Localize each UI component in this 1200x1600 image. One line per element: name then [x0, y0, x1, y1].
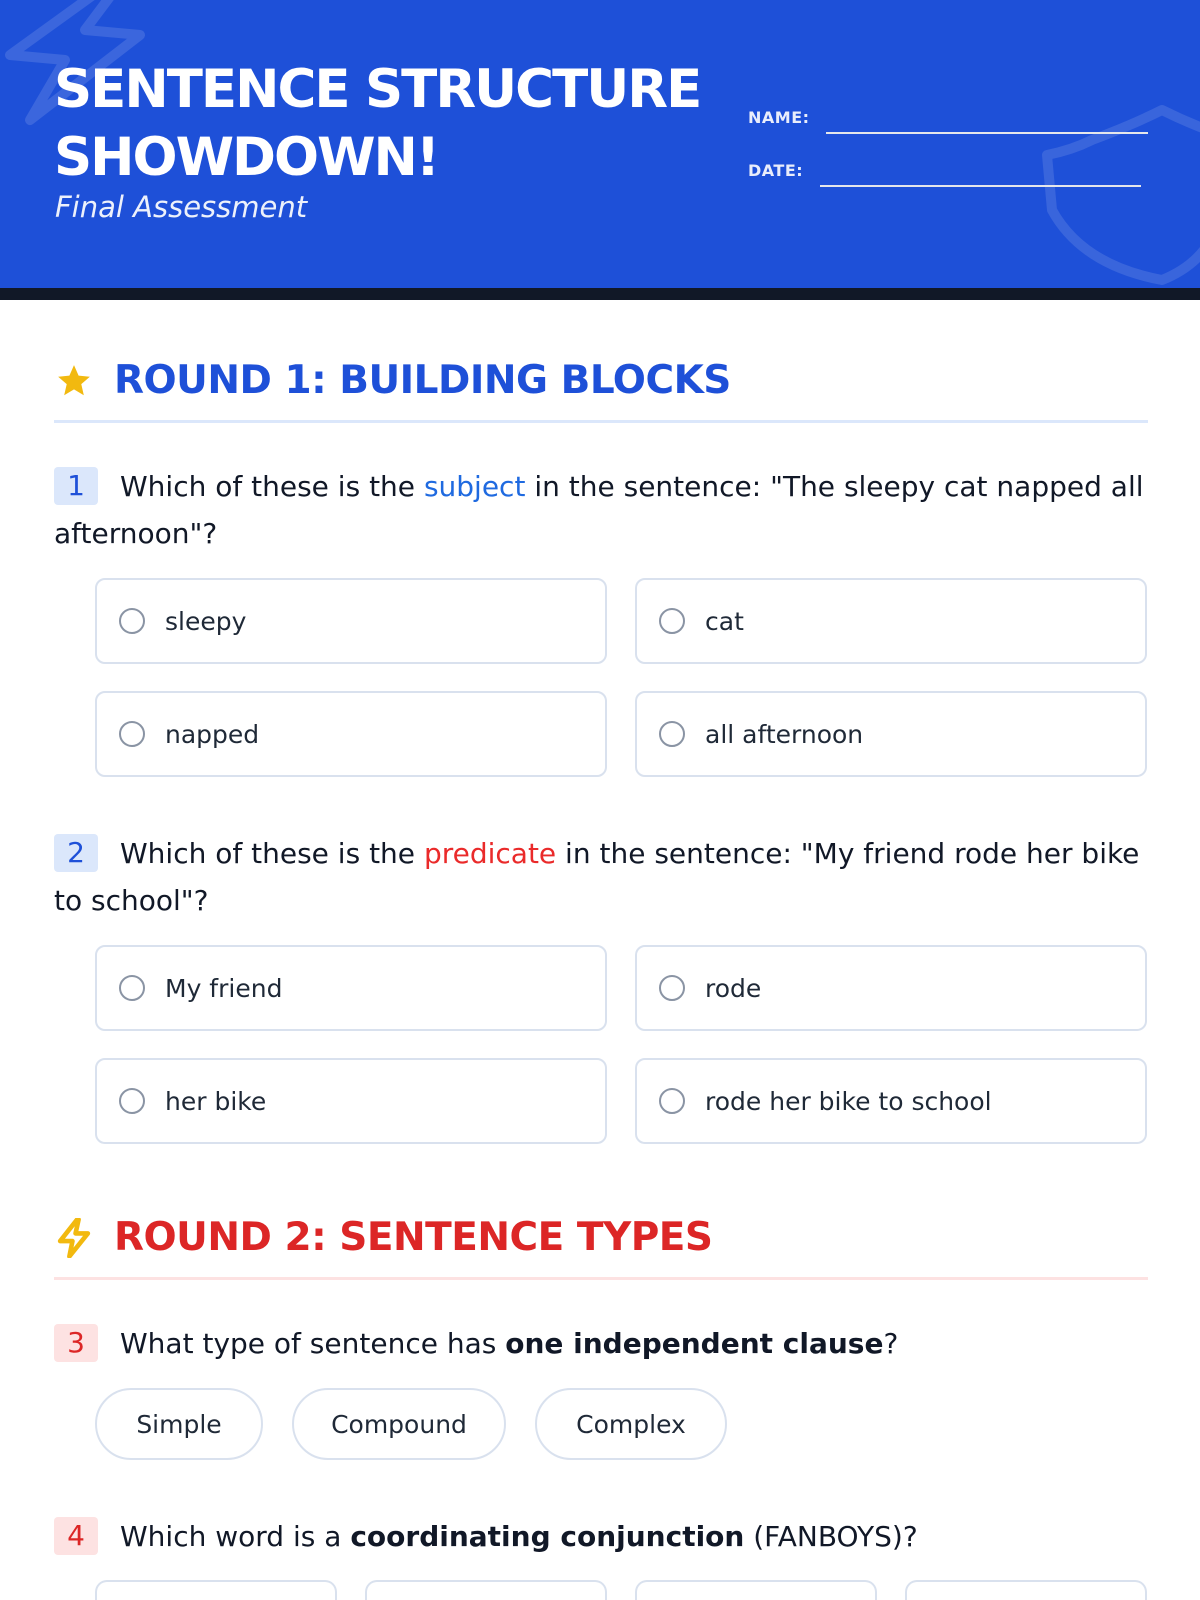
- round-2-heading: ROUND 2: SENTENCE TYPES: [54, 1215, 713, 1260]
- keyword-predicate: predicate: [423, 837, 557, 870]
- radio-button[interactable]: [659, 975, 685, 1001]
- answer-pill[interactable]: Compound: [292, 1388, 506, 1460]
- radio-button[interactable]: [659, 608, 685, 634]
- name-label: NAME:: [748, 108, 810, 127]
- answer-option[interactable]: all afternoon: [635, 691, 1147, 777]
- radio-button[interactable]: [119, 975, 145, 1001]
- answer-option[interactable]: My friend: [95, 945, 607, 1031]
- answer-pill[interactable]: [635, 1580, 877, 1600]
- star-icon: [54, 361, 94, 401]
- radio-button[interactable]: [659, 1088, 685, 1114]
- question-number: 1: [54, 467, 98, 505]
- radio-button[interactable]: [659, 721, 685, 747]
- question-number: 3: [54, 1324, 98, 1362]
- round-1-divider: [54, 420, 1148, 423]
- answer-option[interactable]: rode: [635, 945, 1147, 1031]
- question-3-text: 3 What type of sentence has one independent clause?: [54, 1320, 1154, 1367]
- answer-pill[interactable]: Simple: [95, 1388, 263, 1460]
- page-title: SENTENCE STRUCTURE SHOWDOWN!: [54, 59, 701, 188]
- question-2-text: 2 Which of these is the predicate in the sentence: "My friend rode her bike to school"?: [54, 836, 1140, 917]
- answer-option[interactable]: napped: [95, 691, 607, 777]
- name-field[interactable]: [826, 132, 1148, 134]
- round-1-heading: ROUND 1: BUILDING BLOCKS: [54, 358, 731, 403]
- question-4-text: 4 Which word is a coordinating conjunction (FANBOYS)?: [54, 1513, 1154, 1560]
- answer-pill[interactable]: Complex: [535, 1388, 727, 1460]
- header-divider: [0, 288, 1200, 300]
- radio-button[interactable]: [119, 608, 145, 634]
- page-subtitle: Final Assessment: [55, 190, 308, 224]
- shield-outline-icon: [1022, 100, 1200, 288]
- answer-pill[interactable]: [905, 1580, 1147, 1600]
- keyword-subject: subject: [423, 470, 526, 503]
- header-banner: [0, 0, 1200, 288]
- answer-option[interactable]: cat: [635, 578, 1147, 664]
- radio-button[interactable]: [119, 1088, 145, 1114]
- question-number: 4: [54, 1517, 98, 1555]
- answer-option[interactable]: her bike: [95, 1058, 607, 1144]
- question-number: 2: [54, 834, 98, 872]
- answer-option[interactable]: sleepy: [95, 578, 607, 664]
- question-1-text: 1 Which of these is the subject in the sentence: "The sleepy cat napped all afternoon"?: [54, 469, 1144, 550]
- radio-button[interactable]: [119, 721, 145, 747]
- round-2-divider: [54, 1277, 1148, 1280]
- answer-pill[interactable]: [365, 1580, 607, 1600]
- date-label: DATE:: [748, 161, 804, 180]
- answer-pill[interactable]: [95, 1580, 337, 1600]
- date-field[interactable]: [820, 185, 1141, 187]
- lightning-icon: [54, 1218, 94, 1258]
- answer-option[interactable]: rode her bike to school: [635, 1058, 1147, 1144]
